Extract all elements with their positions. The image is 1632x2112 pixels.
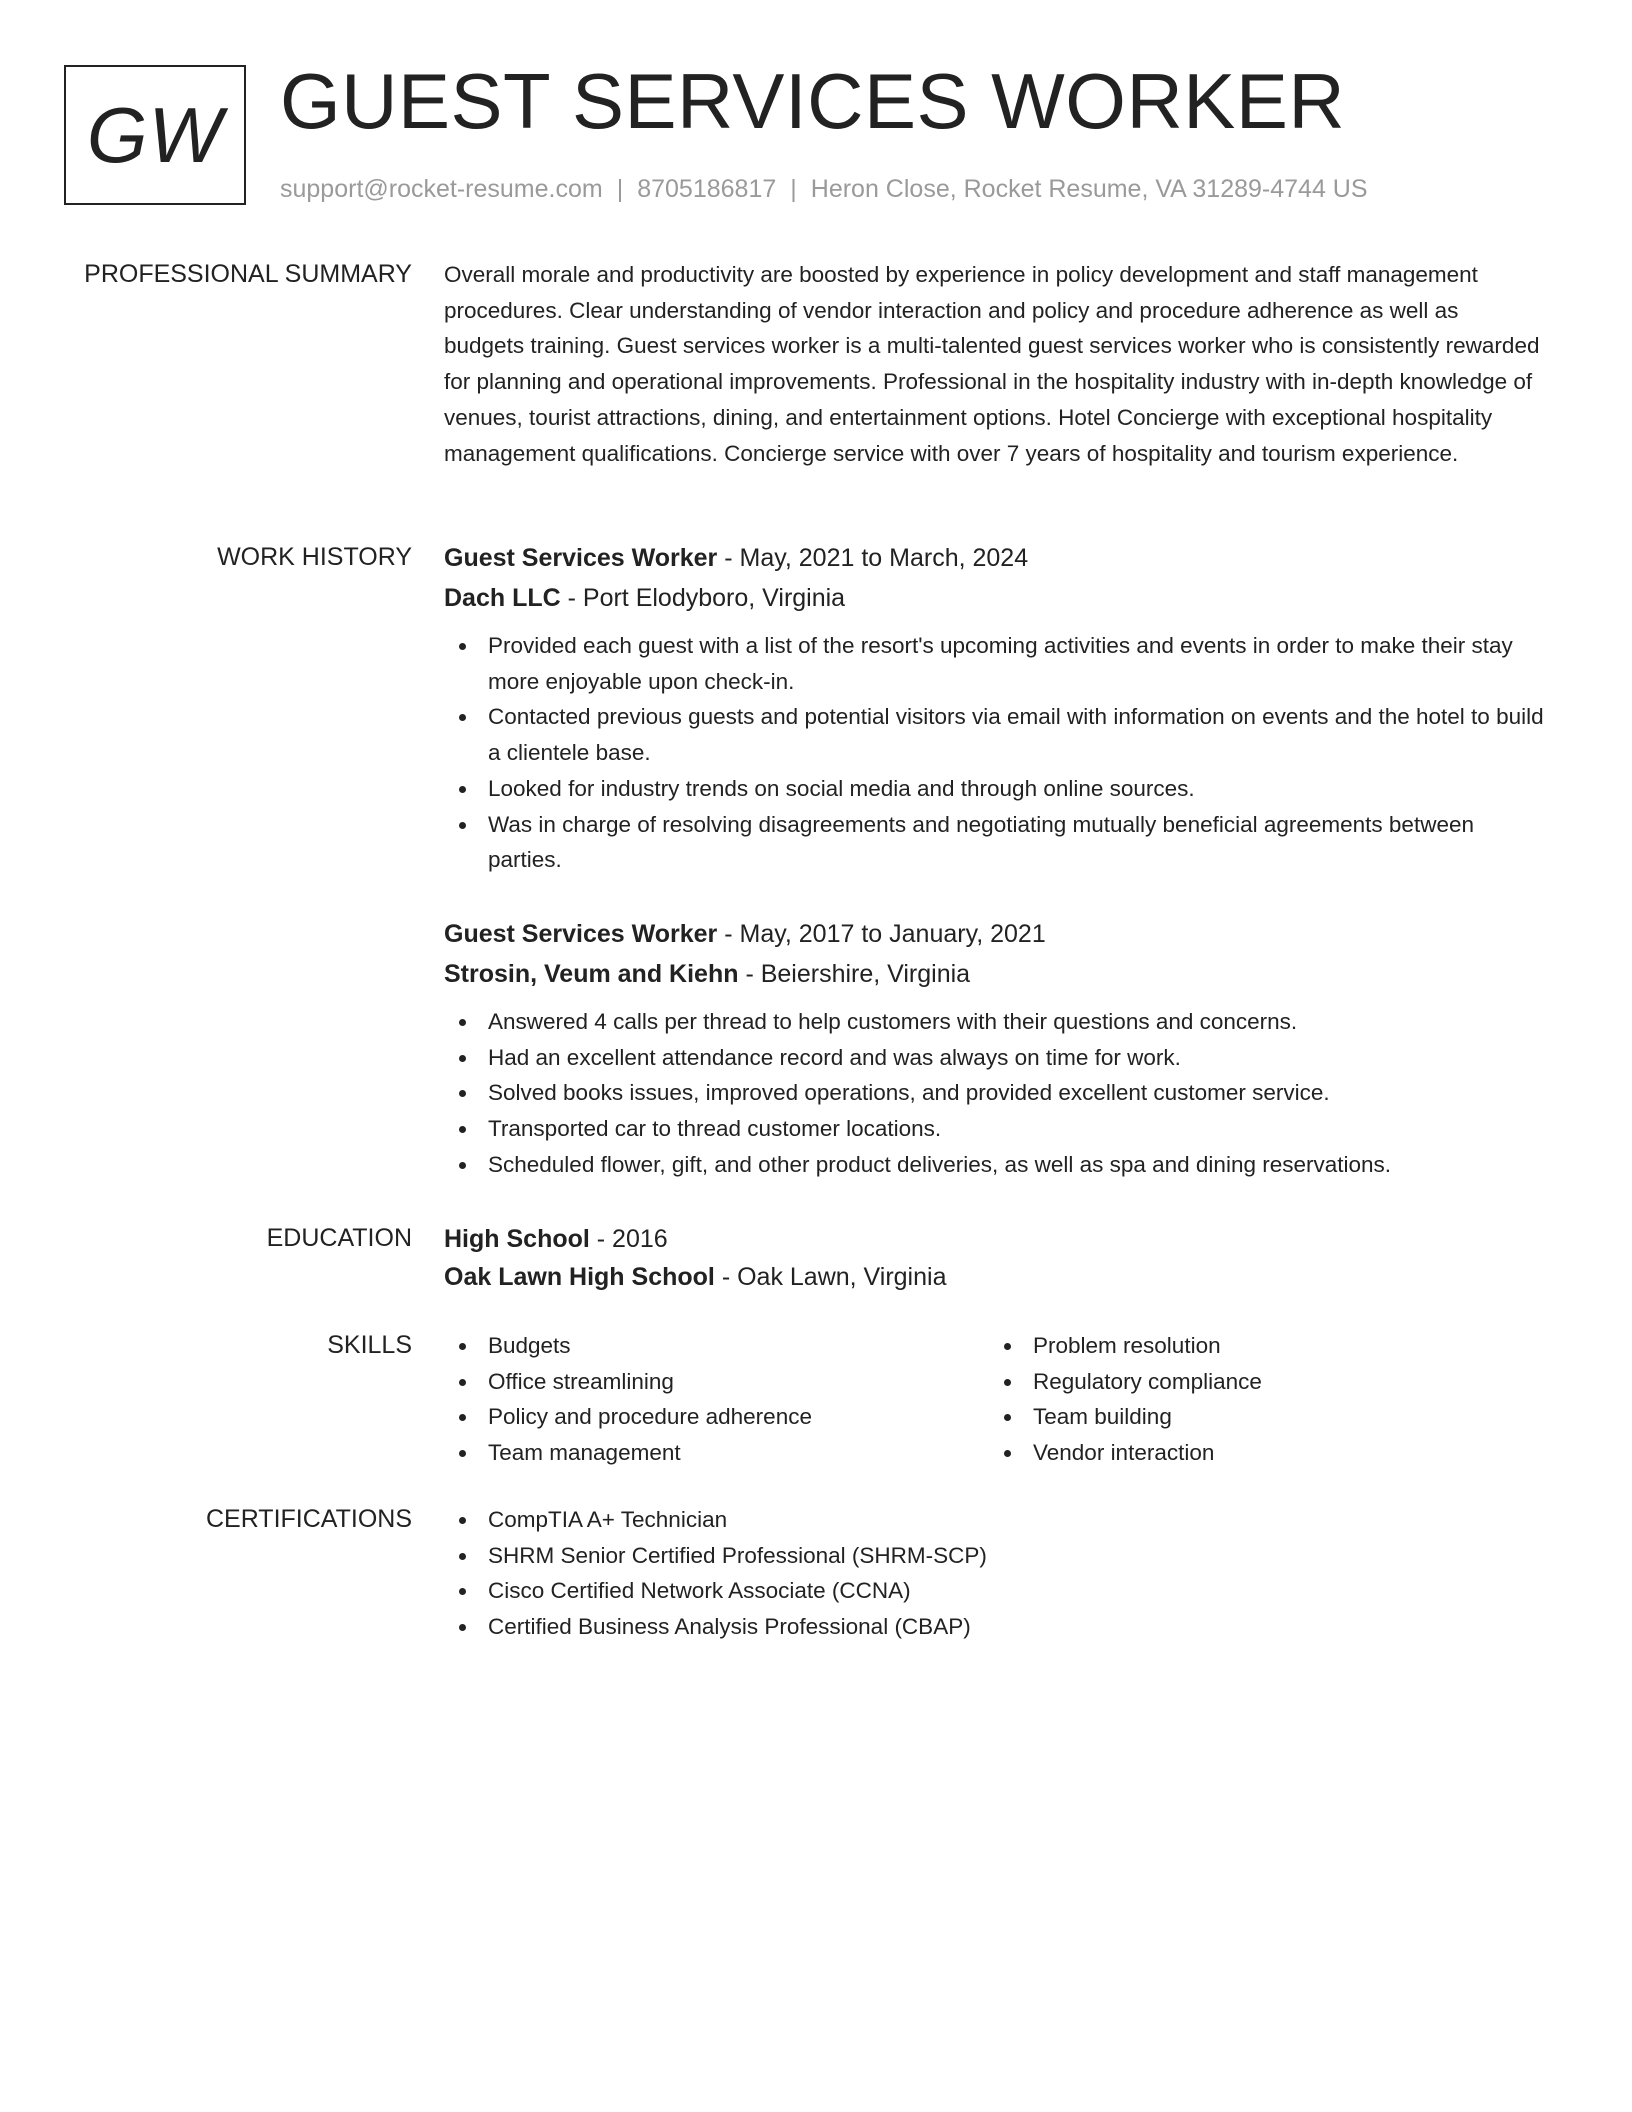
job-dates: - May, 2021 to March, 2024 [717,544,1029,572]
summary-text: Overall morale and productivity are boosted by experience in policy development and staff management procedures. Clear understanding of vendor interaction and policy and procedure adherence as well as budgets training. Guest services worker is a multi-talented guest services worker who is consistently rewarded for planning and operational improvements. Professional in the hospitality industry with in-depth knowledge of venues, tourist attractions, dining, and entertainment options. Hotel Concierge with exceptional hospitality management qualifications. Concierge service with over 7 years of hospitality and tourism experience. [444,262,1540,466]
contact-address: Heron Close, Rocket Resume, VA 31289-4744 US [810,175,1368,203]
job-bullet: Provided each guest with a list of the resort's upcoming activities and events in order to make their stay more enjoyable upon check-in. [444,628,1544,699]
skill-item: Budgets [444,1328,989,1364]
education-year: - 2016 [589,1225,668,1253]
certification-item: CompTIA A+ Technician [444,1502,1544,1538]
job-location: - Beiershire, Virginia [738,960,971,988]
certification-item: SHRM Senior Certified Professional (SHRM-SCP) [444,1538,1544,1574]
education-body [444,1221,1544,1295]
job-bullet-list [444,628,1544,878]
section-label-work-history: WORK HISTORY [217,543,412,571]
education-location: - Oak Lawn, Virginia [714,1263,947,1291]
job-bullet: Was in charge of resolving disagreements and negotiating mutually beneficial agreements between parties. [444,807,1544,878]
skill-item: Regulatory compliance [989,1364,1534,1400]
job-bullet: Had an excellent attendance record and was always on time for work. [444,1040,1544,1076]
job-company-line [444,956,1544,992]
contact-separator: | [616,175,624,203]
job-company: Strosin, Veum and Kiehn [444,960,739,988]
skills-list-left [444,1328,989,1471]
section-label-education: EDUCATION [266,1224,412,1252]
skill-item: Team management [444,1435,989,1471]
job-title: Guest Services Worker [444,544,718,572]
skills-body [444,1328,1544,1471]
certification-item: Certified Business Analysis Professional (CBAP) [444,1609,1544,1645]
job-entry [444,916,1544,1183]
section-label-certifications: CERTIFICATIONS [205,1505,412,1533]
monogram-badge [64,65,246,205]
certifications-list [444,1502,1544,1645]
section-label-summary: PROFESSIONAL SUMMARY [84,260,412,288]
job-bullet-list [444,1004,1544,1183]
job-title-line [444,540,1544,576]
section-label-skills: SKILLS [327,1331,412,1359]
job-bullet: Looked for industry trends on social media and through online sources. [444,771,1544,807]
contact-email[interactable]: support@rocket-resume.com [280,175,603,203]
certifications-body [444,1502,1544,1645]
job-bullet: Scheduled flower, gift, and other product deliveries, as well as spa and dining reservations. [444,1147,1544,1183]
education-degree-line [444,1221,1544,1257]
initials: GW [86,90,224,179]
education-school: Oak Lawn High School [444,1263,715,1291]
candidate-name: GUEST SERVICES WORKER [280,57,1346,145]
job-bullet: Transported car to thread customer locations. [444,1111,1544,1147]
job-dates: - May, 2017 to January, 2021 [717,920,1046,948]
job-title: Guest Services Worker [444,920,718,948]
skill-item: Policy and procedure adherence [444,1399,989,1435]
job-company-line [444,580,1544,616]
job-company: Dach LLC [444,584,561,612]
work-history-body [444,540,1544,1177]
certification-item: Cisco Certified Network Associate (CCNA) [444,1573,1544,1609]
job-title-line [444,916,1544,952]
education-school-line [444,1259,1544,1295]
skill-item: Problem resolution [989,1328,1534,1364]
summary-body [444,257,1544,471]
job-location: - Port Elodyboro, Virginia [560,584,846,612]
education-degree: High School [444,1225,590,1253]
skill-item: Team building [989,1399,1534,1435]
skills-list-right [989,1328,1534,1471]
job-bullet: Contacted previous guests and potential visitors via email with information on events and the hotel to build a clientele base. [444,699,1544,770]
job-bullet: Answered 4 calls per thread to help customers with their questions and concerns. [444,1004,1544,1040]
contact-line [280,172,1368,206]
contact-phone[interactable]: 8705186817 [637,175,777,203]
skill-item: Office streamlining [444,1364,989,1400]
skill-item: Vendor interaction [989,1435,1534,1471]
contact-separator: | [790,175,797,203]
job-entry [444,540,1544,878]
job-bullet: Solved books issues, improved operations, and provided excellent customer service. [444,1075,1544,1111]
